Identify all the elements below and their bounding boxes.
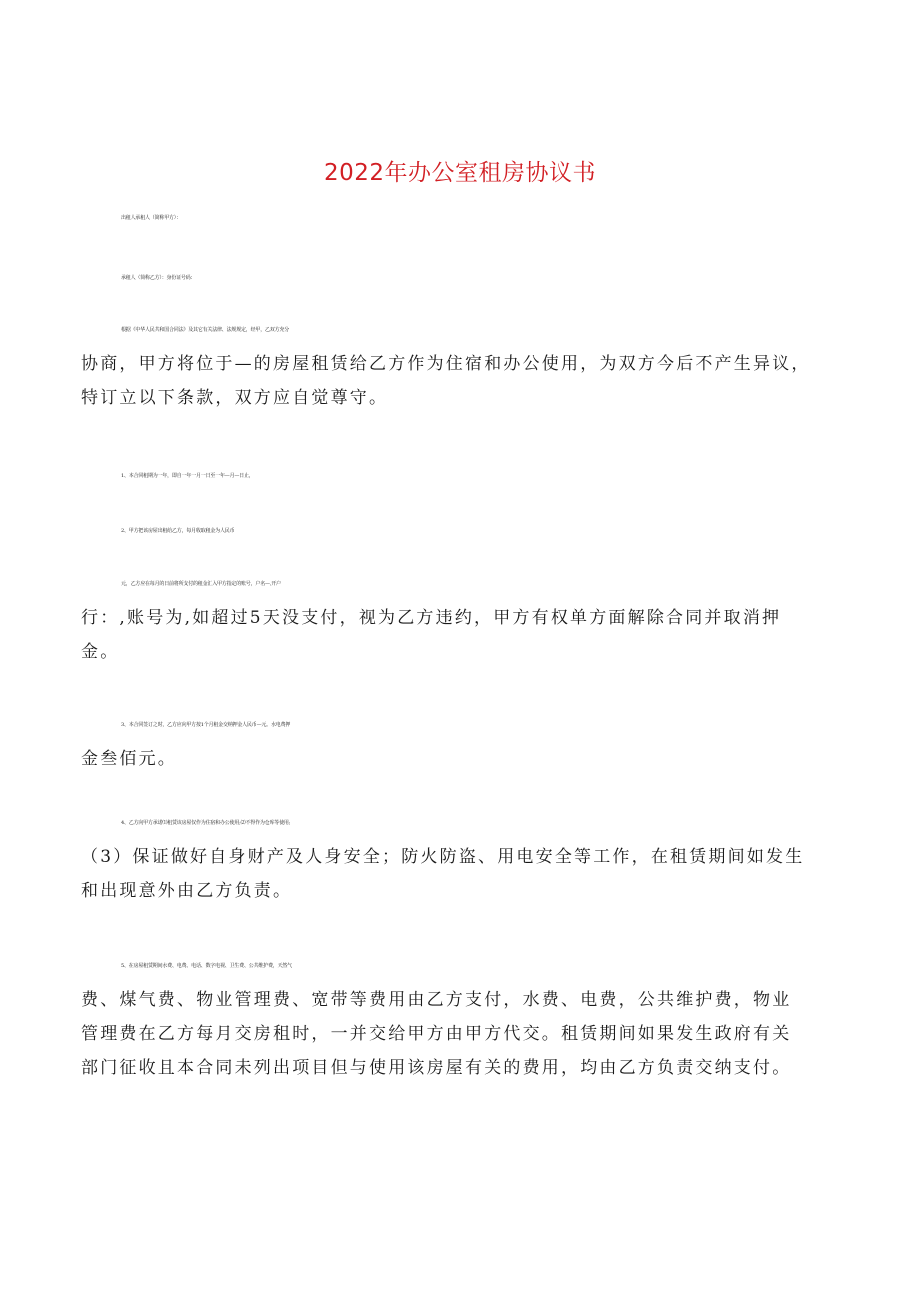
paragraph-line: 金叁佰元。 bbox=[81, 749, 177, 769]
paragraph-line: 金。 bbox=[81, 642, 120, 662]
paragraph-line: （3）保证做好自身财产及人身安全；防火防盗、用电安全等工作，在租赁期间如发生 bbox=[81, 847, 805, 867]
clause-2-payment bbox=[81, 567, 839, 669]
paragraph-line: 行：,账号为,如超过5天没支付，视为乙方违约，甲方有权单方面解除合同并取消押 bbox=[81, 608, 782, 628]
clause-3 bbox=[81, 708, 839, 776]
lessee-line bbox=[81, 261, 839, 295]
paragraph-line: 元，乙方应在每月的日前将所支付的租金汇入甲方指定的账号，户名—,开户 bbox=[121, 581, 281, 587]
paragraph-line: 协商，甲方将位于—的房屋租赁给乙方作为住宿和办公使用，为双方今后不产生异议， bbox=[81, 354, 811, 374]
paragraph-line: 出租人承租人（简称甲方）： bbox=[121, 215, 181, 221]
clause-5 bbox=[81, 949, 839, 1085]
paragraph-line: 1、本合同租期为一年，即自一年一月一日至一年—月—日止， bbox=[121, 473, 254, 479]
paragraph-line: 特订立以下条款，双方应自觉尊守。 bbox=[81, 388, 389, 408]
paragraph-line: 3、本合同签订之时，乙方应向甲方按1个月租金交纳押金人民币—元。水电费押 bbox=[121, 722, 291, 728]
clause-4 bbox=[81, 806, 839, 908]
paragraph-line: 2、甲方把该房屋出租给乙方，每月收取租金为人民币 bbox=[121, 528, 235, 534]
paragraph-line: 管理费在乙方每月交房租时，一并交给甲方由甲方代交。租赁期间如果发生政府有关 bbox=[81, 1024, 792, 1044]
paragraph-line: 和出现意外由乙方负责。 bbox=[81, 881, 293, 901]
paragraph-line: 5、在房屋租赁期间水费、电费、电话、数字电视、卫生费、公共维护费，天然气 bbox=[121, 963, 292, 969]
paragraph-line: 费、煤气费、物业管理费、宽带等费用由乙方支付，水费、电费，公共维护费，物业 bbox=[81, 990, 792, 1010]
preamble-paragraph bbox=[81, 313, 839, 415]
paragraph-line: 根据《中华人民共和国合同法》及其它有关法律、法规规定，经甲，乙双方充分 bbox=[121, 327, 290, 333]
paragraph-line: 承租人（简称乙方）：身份证号码： bbox=[121, 275, 196, 281]
page-title: 2022年办公室租房协议书 bbox=[323, 160, 597, 186]
lessor-line bbox=[81, 201, 839, 235]
paragraph-line: 4、乙方向甲方承诺⑴租赁该房屋仅作为住宿和办公使用;⑵不得作为仓库等使用; bbox=[121, 820, 291, 826]
paragraph-line: 部门征收且本合同未列出项目但与使用该房屋有关的费用，均由乙方负责交纳支付。 bbox=[81, 1058, 792, 1078]
clause-2 bbox=[81, 514, 839, 548]
clause-1 bbox=[81, 459, 839, 493]
